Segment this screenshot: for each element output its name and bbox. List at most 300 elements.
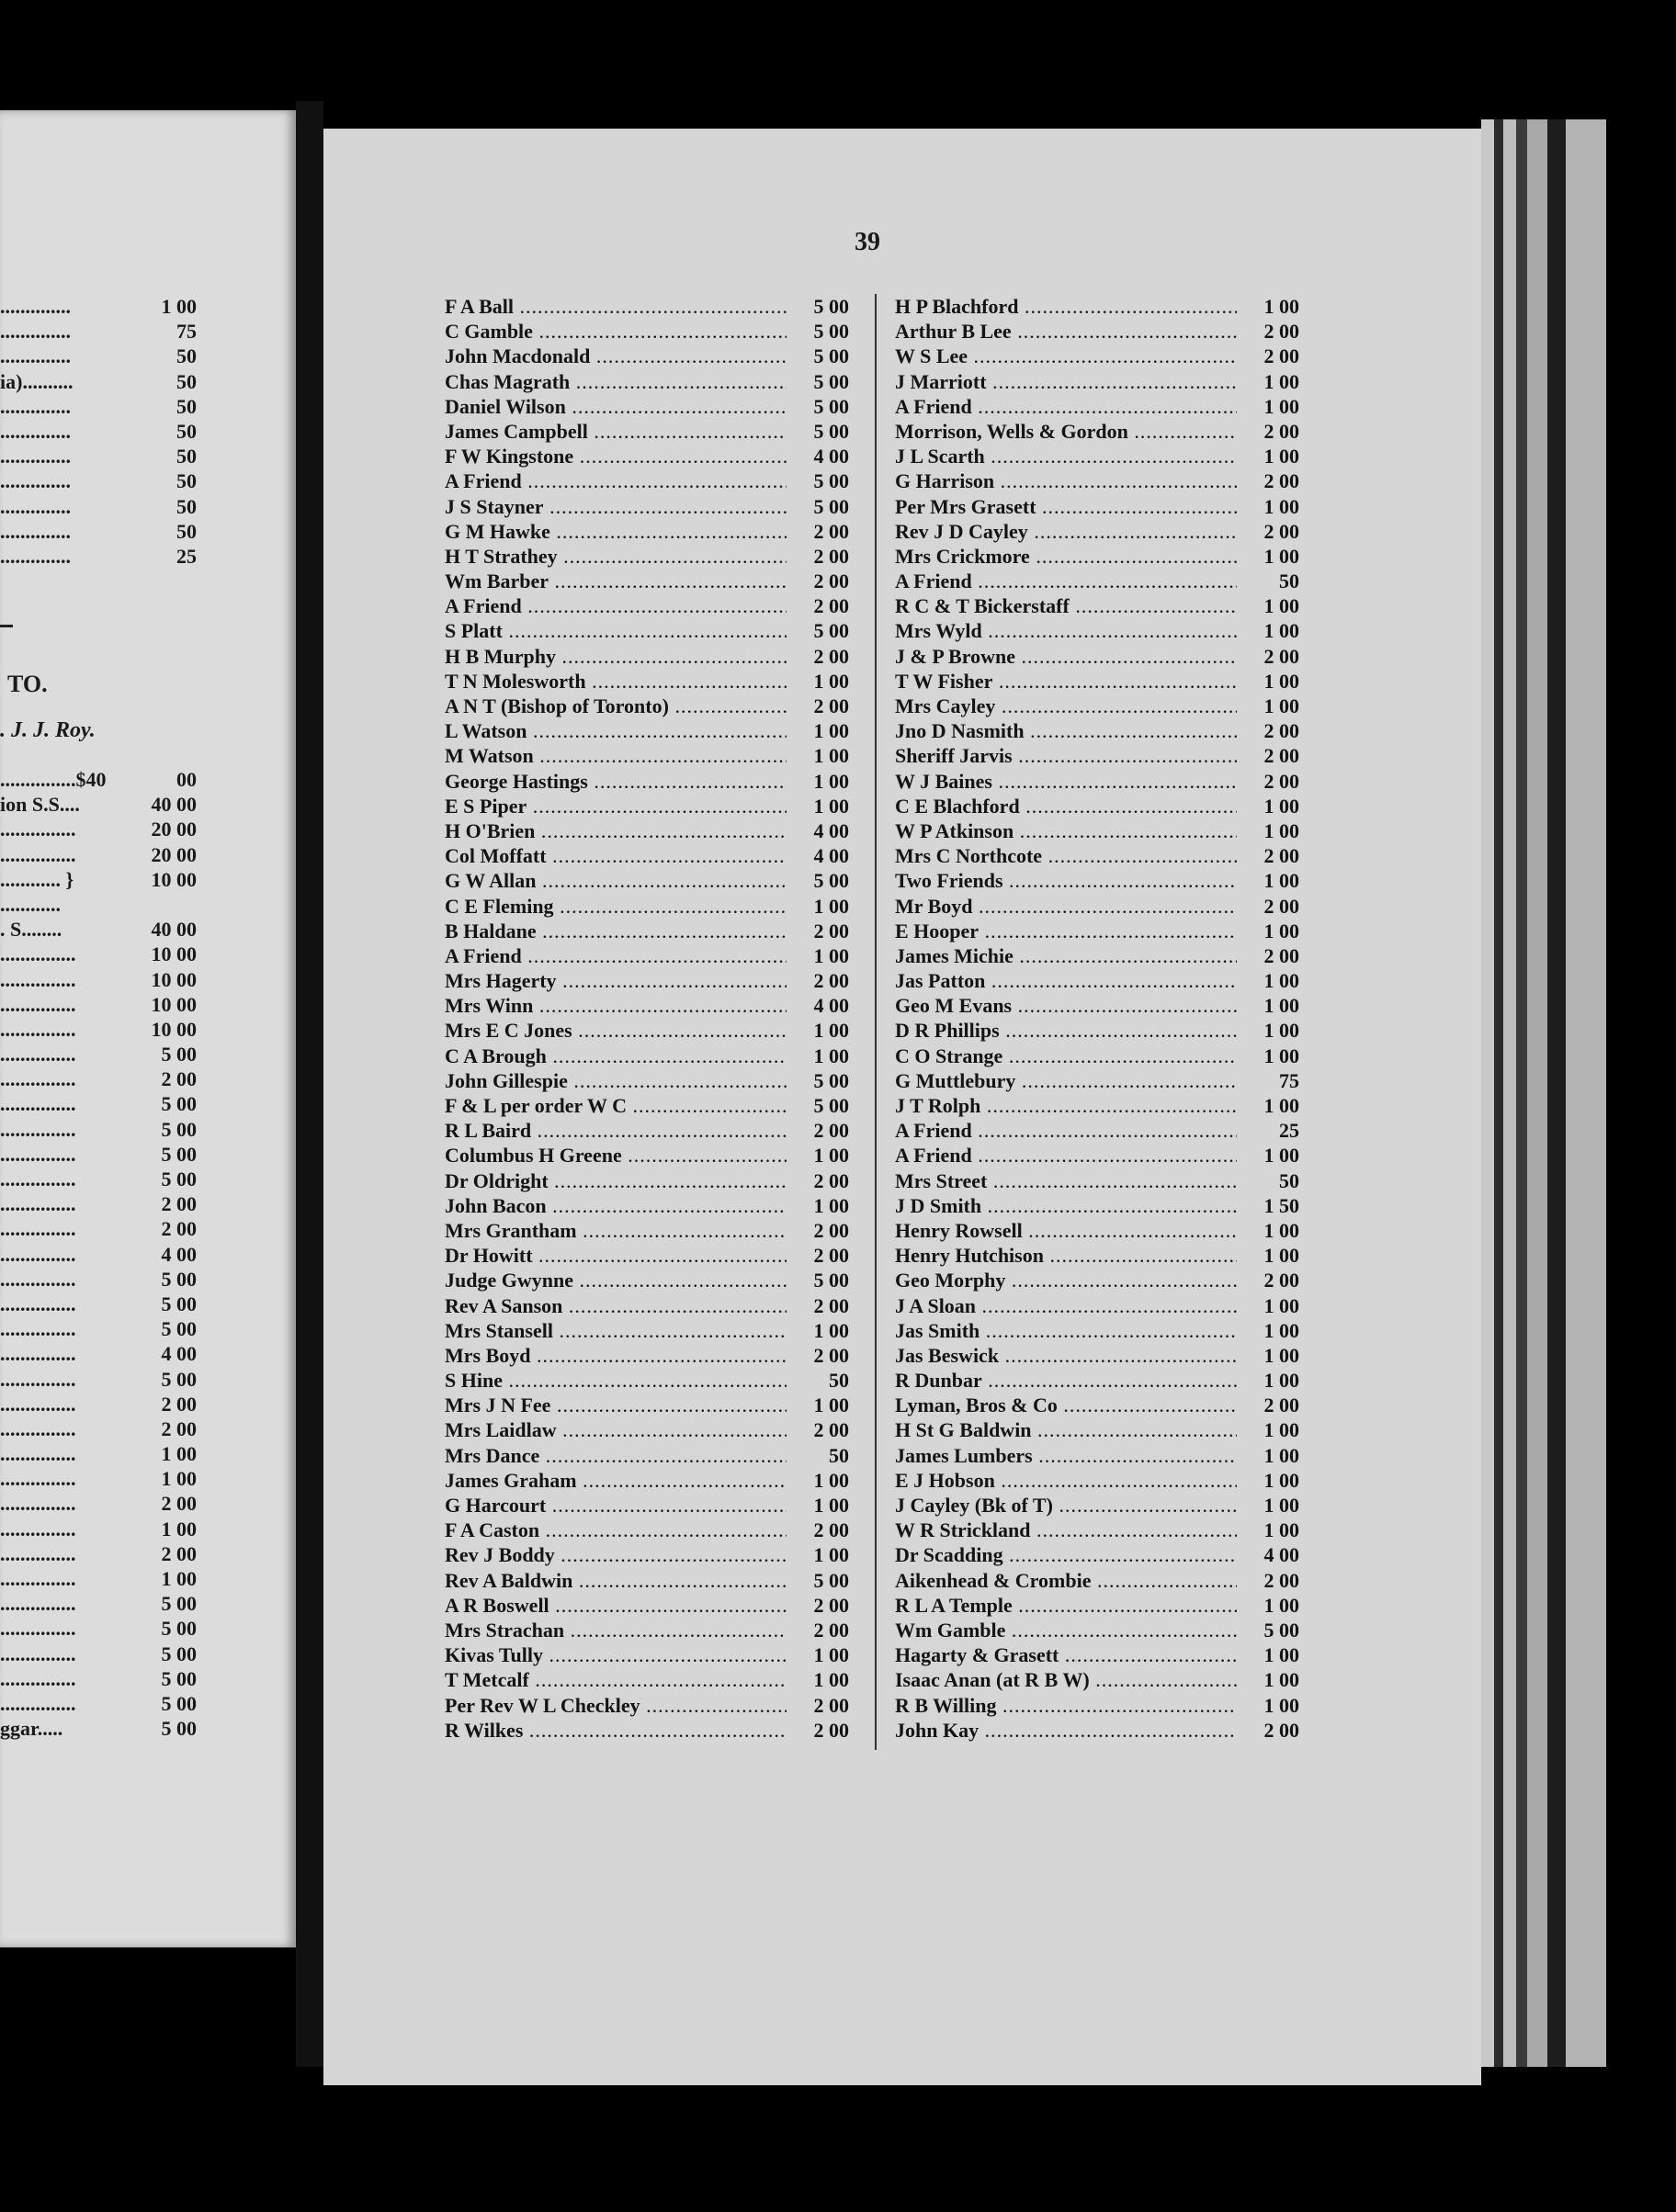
page-edge-5 <box>1527 119 1547 2067</box>
entry-amount: 4 00 <box>788 843 849 868</box>
entry-amount: 1 00 <box>788 769 849 794</box>
page-edge-2 <box>1494 119 1503 2067</box>
left-entry-text: ............... <box>0 1442 76 1466</box>
left-entry-amount: 2 00 <box>161 1192 197 1216</box>
entry-amount: 5 00 <box>788 1268 849 1292</box>
entry-row <box>895 1343 1314 1368</box>
entry-name: R L A Temple ..... <box>895 1593 1237 1618</box>
entry-name: J Cayley (Bk of T) ..... <box>895 1493 1237 1518</box>
entry-amount: 2 00 <box>788 1518 849 1542</box>
entry-row <box>445 344 855 368</box>
entry-name: James Michie ..... <box>895 943 1237 968</box>
left-entry-amount: 5 00 <box>161 1666 197 1690</box>
entry-amount: 2 00 <box>1239 468 1299 493</box>
entry-amount: 1 00 <box>788 1143 849 1168</box>
entry-amount: 50 <box>1239 1168 1299 1193</box>
entry-row <box>445 718 855 743</box>
entry-row <box>895 1268 1314 1292</box>
entry-name: Lyman, Bros & Co ..... <box>895 1393 1237 1417</box>
left-entry-amount: 5 00 <box>161 1592 197 1616</box>
entry-name: Per Mrs Grasett ..... <box>895 494 1237 519</box>
left-entry-text: ............... <box>0 1367 76 1391</box>
entry-row <box>445 494 855 519</box>
left-entry-text: ............... <box>0 1067 76 1091</box>
entry-row <box>895 743 1314 768</box>
entry-amount: 1 00 <box>788 669 849 694</box>
left-entry-text: ............... <box>0 1642 76 1665</box>
entry-row <box>445 1593 855 1618</box>
entry-amount: 1 00 <box>1239 369 1299 394</box>
entry-amount: 2 00 <box>788 694 849 718</box>
entry-amount: 2 00 <box>788 1593 849 1618</box>
entry-row <box>895 1718 1314 1743</box>
left-subheading: . J. J. Roy. <box>0 718 96 742</box>
left-entry-text: ............ <box>0 892 61 916</box>
entry-row <box>445 1018 855 1043</box>
left-entry-amount: 2 00 <box>161 1416 197 1440</box>
entry-name: J S Stayner ..... <box>445 494 787 519</box>
entry-amount: 1 50 <box>1239 1193 1299 1218</box>
entry-amount: 1 00 <box>788 1393 849 1417</box>
entry-row <box>895 919 1314 943</box>
entry-name: D R Phillips ..... <box>895 1018 1237 1043</box>
entry-row <box>895 1393 1314 1417</box>
entry-amount: 2 00 <box>1239 1718 1299 1743</box>
entry-row <box>895 794 1314 818</box>
left-entry-text: ............... <box>0 1342 76 1366</box>
entry-row <box>445 369 855 394</box>
entry-name: John Gillespie ..... <box>445 1068 787 1093</box>
entry-amount: 2 00 <box>1239 644 1299 669</box>
entry-row <box>895 1568 1314 1593</box>
entry-name: James Campbell ..... <box>445 419 787 444</box>
entry-name: T W Fisher ..... <box>895 669 1237 694</box>
entry-row <box>445 1718 855 1743</box>
entry-row <box>445 1243 855 1268</box>
entry-row <box>445 794 855 818</box>
entry-name: Mrs Winn ..... <box>445 993 787 1018</box>
left-entry-amount: 75 <box>176 320 197 344</box>
entry-amount: 2 00 <box>788 1417 849 1442</box>
entry-amount: 1 00 <box>1239 1243 1299 1268</box>
entry-name: Columbus H Greene ..... <box>445 1143 787 1168</box>
entry-amount: 2 00 <box>788 519 849 544</box>
left-entry-amount: 20 00 <box>151 842 197 866</box>
entry-name: W S Lee ..... <box>895 344 1237 368</box>
entry-amount: 2 00 <box>1239 943 1299 968</box>
left-entry-text: ............... <box>0 1517 76 1540</box>
entry-row <box>895 419 1314 444</box>
entry-amount: 1 00 <box>1239 1443 1299 1468</box>
entry-name: H P Blachford ..... <box>895 294 1237 319</box>
entry-name: Mrs Crickmore ..... <box>895 544 1237 569</box>
entry-name: Mrs Wyld ..... <box>895 618 1237 643</box>
entry-row <box>895 1667 1314 1692</box>
entry-row <box>895 1218 1314 1243</box>
entry-name: A Friend ..... <box>895 394 1237 419</box>
entry-row <box>445 1693 855 1718</box>
entry-amount: 5 00 <box>788 319 849 344</box>
entry-amount: 1 00 <box>788 1493 849 1518</box>
entry-amount: 2 00 <box>788 919 849 943</box>
left-entry-amount: 2 00 <box>161 1492 197 1516</box>
entry-name: T N Molesworth ..... <box>445 669 787 694</box>
entry-amount: 1 00 <box>788 1642 849 1667</box>
entry-amount: 2 00 <box>1239 718 1299 743</box>
entry-amount: 1 00 <box>788 718 849 743</box>
entry-amount: 4 00 <box>788 818 849 843</box>
left-entry-amount: 5 00 <box>161 1267 197 1291</box>
entry-row <box>895 769 1314 794</box>
left-entry-text: .............. <box>0 419 71 443</box>
left-entry-text: .............. <box>0 394 71 418</box>
entry-amount: 50 <box>788 1368 849 1393</box>
entry-name: Kivas Tully ..... <box>445 1642 787 1667</box>
entry-row <box>895 1243 1314 1268</box>
entry-amount: 2 00 <box>788 1293 849 1318</box>
entry-amount: 2 00 <box>788 1168 849 1193</box>
entry-name: R L Baird ..... <box>445 1118 787 1143</box>
entry-name: C E Blachford ..... <box>895 794 1237 818</box>
entry-amount: 1 00 <box>1239 1417 1299 1442</box>
entry-row <box>895 694 1314 718</box>
left-entry-amount: 1 00 <box>161 1517 197 1540</box>
entry-amount: 1 00 <box>1239 618 1299 643</box>
entry-row <box>895 1168 1314 1193</box>
left-entry-text: ............... <box>0 1217 76 1241</box>
entry-name: A Friend ..... <box>895 1118 1237 1143</box>
entry-row <box>895 519 1314 544</box>
entry-row <box>445 993 855 1018</box>
entry-row <box>895 1143 1314 1168</box>
entry-name: G W Allan ..... <box>445 868 787 893</box>
left-entry-text: ............... <box>0 1416 76 1440</box>
entry-row <box>445 394 855 419</box>
left-entry-text: ............... <box>0 1691 76 1715</box>
entry-amount: 2 00 <box>1239 743 1299 768</box>
left-entry-text: ............... <box>0 992 76 1016</box>
entry-row <box>895 569 1314 593</box>
entry-amount: 5 00 <box>788 1093 849 1118</box>
entry-name: A Friend ..... <box>445 943 787 968</box>
entry-row <box>895 444 1314 468</box>
left-page <box>0 110 296 1947</box>
entry-amount: 5 00 <box>788 344 849 368</box>
entry-amount: 2 00 <box>788 1118 849 1143</box>
entry-amount: 1 00 <box>788 1018 849 1043</box>
entry-row <box>895 394 1314 419</box>
entry-amount: 1 00 <box>1239 1693 1299 1718</box>
entry-row <box>895 1642 1314 1667</box>
left-entry-amount: 5 00 <box>161 1142 197 1166</box>
left-entry-text: . S........ <box>0 918 62 942</box>
entry-row <box>895 669 1314 694</box>
left-entry-text: ............... <box>0 1617 76 1641</box>
entry-row <box>895 894 1314 919</box>
entry-row <box>445 968 855 993</box>
left-entry-text: ............... <box>0 1541 76 1565</box>
left-entry-text: ............... <box>0 1292 76 1315</box>
entry-amount: 2 00 <box>788 1243 849 1268</box>
entry-row <box>895 1618 1314 1642</box>
entry-amount: 1 00 <box>1239 494 1299 519</box>
entry-amount: 1 00 <box>1239 818 1299 843</box>
left-entry-amount: 50 <box>176 344 197 368</box>
entry-amount: 2 00 <box>788 544 849 569</box>
entry-amount: 5 00 <box>788 494 849 519</box>
left-entry-amount: 50 <box>176 394 197 418</box>
left-entry-amount: 00 <box>176 768 197 791</box>
entry-amount: 1 00 <box>1239 1143 1299 1168</box>
left-entry-amount: 1 00 <box>161 1442 197 1466</box>
entry-name: F & L per order W C ..... <box>445 1093 787 1118</box>
entry-name: James Graham ..... <box>445 1468 787 1493</box>
entry-row <box>445 769 855 794</box>
entry-name: Rev A Baldwin ..... <box>445 1568 787 1593</box>
entry-row <box>445 294 855 319</box>
left-entry-amount: 2 00 <box>161 1217 197 1241</box>
left-entry-text: ion S.S.... <box>0 793 80 817</box>
entry-amount: 1 00 <box>1239 1318 1299 1343</box>
entry-row <box>445 544 855 569</box>
entry-name: Sheriff Jarvis ..... <box>895 743 1237 768</box>
entry-amount: 1 00 <box>788 743 849 768</box>
entry-row <box>445 1143 855 1168</box>
entry-name: Geo Morphy ..... <box>895 1268 1237 1292</box>
left-entry-text: .............. <box>0 295 71 318</box>
entry-row <box>445 818 855 843</box>
entry-row <box>445 419 855 444</box>
left-entry-text: .............. <box>0 544 71 568</box>
entry-name: H St G Baldwin ..... <box>895 1417 1237 1442</box>
left-entry-amount: 10 00 <box>151 1017 197 1041</box>
entry-amount: 2 00 <box>1239 419 1299 444</box>
entry-name: Mrs Cayley ..... <box>895 694 1237 718</box>
entry-row <box>445 1417 855 1442</box>
page-edge-7 <box>1566 119 1606 2067</box>
entry-row <box>445 694 855 718</box>
entry-name: E J Hobson ..... <box>895 1468 1237 1493</box>
entry-name: R Wilkes ..... <box>445 1718 787 1743</box>
entry-amount: 2 00 <box>1239 769 1299 794</box>
entry-row <box>445 1443 855 1468</box>
entry-name: Mrs E C Jones ..... <box>445 1018 787 1043</box>
entry-row <box>445 1218 855 1243</box>
entry-amount: 5 00 <box>788 369 849 394</box>
entry-name: C A Brough ..... <box>445 1044 787 1068</box>
left-entry-amount: 5 00 <box>161 1691 197 1715</box>
entry-row <box>895 369 1314 394</box>
entry-name: Two Friends ..... <box>895 868 1237 893</box>
entry-row <box>445 1568 855 1593</box>
entry-row <box>895 1018 1314 1043</box>
entry-amount: 1 00 <box>1239 1667 1299 1692</box>
entry-row <box>895 1518 1314 1542</box>
left-entry-amount: 50 <box>176 469 197 493</box>
entry-amount: 2 00 <box>1239 319 1299 344</box>
entry-row <box>895 468 1314 493</box>
left-entry-text: .............. <box>0 519 71 543</box>
entry-row <box>445 1068 855 1093</box>
entry-name: Mrs Hagerty ..... <box>445 968 787 993</box>
entry-amount: 2 00 <box>788 569 849 593</box>
left-entry-text: ............... <box>0 1467 76 1491</box>
entry-amount: 50 <box>1239 569 1299 593</box>
entry-amount: 1 00 <box>1239 1343 1299 1368</box>
left-heading: TO. <box>7 671 48 697</box>
left-entry-text: .............. <box>0 445 71 468</box>
entry-name: Jas Patton ..... <box>895 968 1237 993</box>
entry-row <box>895 1417 1314 1442</box>
left-entry-text: ............... <box>0 1666 76 1690</box>
entry-amount: 2 00 <box>788 1218 849 1243</box>
left-entry-text: ............ } <box>0 867 74 891</box>
entry-amount: 5 00 <box>788 868 849 893</box>
entry-row <box>445 1118 855 1143</box>
left-entry-amount: 10 00 <box>151 992 197 1016</box>
left-entry-text: ............... <box>0 1092 76 1116</box>
entry-name: F W Kingstone ..... <box>445 444 787 468</box>
left-entry-text: ............... <box>0 967 76 991</box>
entry-name: W P Atkinson ..... <box>895 818 1237 843</box>
entry-row <box>445 468 855 493</box>
left-entry-text: ............... <box>0 1392 76 1416</box>
entry-name: George Hastings ..... <box>445 769 787 794</box>
entry-name: Dr Howitt ..... <box>445 1243 787 1268</box>
entry-amount: 5 00 <box>788 394 849 419</box>
entry-amount: 1 00 <box>1239 694 1299 718</box>
entry-row <box>895 818 1314 843</box>
entry-name: Hagarty & Grasett ..... <box>895 1642 1237 1667</box>
entry-name: Geo M Evans ..... <box>895 993 1237 1018</box>
entry-row <box>895 319 1314 344</box>
left-entry-text: ia).......... <box>0 369 74 393</box>
entry-row <box>445 743 855 768</box>
entry-amount: 1 00 <box>1239 294 1299 319</box>
left-entry-amount: 5 00 <box>161 1317 197 1341</box>
entry-row <box>445 868 855 893</box>
entry-amount: 1 00 <box>1239 1518 1299 1542</box>
entry-row <box>445 569 855 593</box>
column-divider <box>875 294 877 1750</box>
left-entry-text: ggar..... <box>0 1717 63 1741</box>
entry-name: S Platt ..... <box>445 618 787 643</box>
entry-row <box>445 894 855 919</box>
entry-amount: 1 00 <box>1239 544 1299 569</box>
entry-amount: 2 00 <box>1239 843 1299 868</box>
entry-amount: 2 00 <box>1239 344 1299 368</box>
entry-row <box>895 618 1314 643</box>
entry-name: F A Caston ..... <box>445 1518 787 1542</box>
left-entry-text: .............. <box>0 344 71 368</box>
left-entry-text: ............... <box>0 1267 76 1291</box>
entry-amount: 1 00 <box>1239 1468 1299 1493</box>
entry-row <box>895 1193 1314 1218</box>
left-entry-amount: 1 00 <box>161 295 197 318</box>
entry-row <box>895 1368 1314 1393</box>
entry-amount: 5 00 <box>788 1568 849 1593</box>
entry-amount: 5 00 <box>788 294 849 319</box>
entry-row <box>445 1642 855 1667</box>
entry-row <box>895 993 1314 1018</box>
entry-name: Jas Smith ..... <box>895 1318 1237 1343</box>
entry-name: Arthur B Lee ..... <box>895 319 1237 344</box>
entry-row <box>445 1667 855 1692</box>
entry-amount: 1 00 <box>1239 394 1299 419</box>
entry-amount: 1 00 <box>1239 1642 1299 1667</box>
entry-name: A Friend ..... <box>895 1143 1237 1168</box>
entry-amount: 2 00 <box>788 644 849 669</box>
entry-name: J Marriott ..... <box>895 369 1237 394</box>
entry-row <box>895 1318 1314 1343</box>
entry-amount: 1 00 <box>1239 1218 1299 1243</box>
left-entry-text: ............... <box>0 1117 76 1141</box>
left-entry-text: .............. <box>0 469 71 493</box>
entry-row <box>445 319 855 344</box>
entry-name: Mr Boyd ..... <box>895 894 1237 919</box>
entry-row <box>445 1468 855 1493</box>
entry-amount: 1 00 <box>1239 794 1299 818</box>
entry-row <box>445 919 855 943</box>
entry-name: J L Scarth ..... <box>895 444 1237 468</box>
left-entry-text: ............... <box>0 942 76 966</box>
left-divider <box>0 625 13 627</box>
entry-name: A Friend ..... <box>445 593 787 618</box>
entry-amount: 5 00 <box>788 419 849 444</box>
entry-name: Chas Magrath ..... <box>445 369 787 394</box>
left-entry-text: ............... <box>0 1317 76 1341</box>
entry-row <box>445 1193 855 1218</box>
left-entry-text: ............... <box>0 1168 76 1191</box>
entry-name: R Dunbar ..... <box>895 1368 1237 1393</box>
entry-amount: 2 00 <box>1239 1568 1299 1593</box>
left-entry-amount: 5 00 <box>161 1092 197 1116</box>
entry-row <box>895 968 1314 993</box>
left-entry-amount: 5 00 <box>161 1367 197 1391</box>
left-entry-text: ............... <box>0 1242 76 1266</box>
page-number: 39 <box>855 228 880 256</box>
entry-row <box>895 1118 1314 1143</box>
left-entry-amount: 1 00 <box>161 1467 197 1491</box>
entry-name: T Metcalf ..... <box>445 1667 787 1692</box>
left-entry-text: ............... <box>0 1192 76 1216</box>
entry-name: H B Murphy ..... <box>445 644 787 669</box>
entry-row <box>445 1393 855 1417</box>
entry-row <box>895 1044 1314 1068</box>
entry-name: Aikenhead & Crombie ..... <box>895 1568 1237 1593</box>
entry-amount: 2 00 <box>1239 519 1299 544</box>
left-entry-text: ............... <box>0 1592 76 1616</box>
entry-name: E S Piper ..... <box>445 794 787 818</box>
entry-name: J & P Browne ..... <box>895 644 1237 669</box>
left-entry-amount: 4 00 <box>161 1342 197 1366</box>
entry-name: Mrs Laidlaw ..... <box>445 1417 787 1442</box>
left-entry-amount: 5 00 <box>161 1043 197 1066</box>
entry-row <box>445 519 855 544</box>
entry-name: Rev J Boddy ..... <box>445 1542 787 1567</box>
entry-row <box>895 1593 1314 1618</box>
entry-row <box>445 1093 855 1118</box>
entry-amount: 50 <box>788 1443 849 1468</box>
entry-amount: 1 00 <box>1239 968 1299 993</box>
column-right <box>895 294 1314 1743</box>
entry-name: C E Fleming ..... <box>445 894 787 919</box>
entry-name: Mrs Dance ..... <box>445 1443 787 1468</box>
entry-name: Mrs J N Fee ..... <box>445 1393 787 1417</box>
entry-amount: 2 00 <box>788 1343 849 1368</box>
entry-name: Morrison, Wells & Gordon ..... <box>895 419 1237 444</box>
entry-name: Col Moffatt ..... <box>445 843 787 868</box>
